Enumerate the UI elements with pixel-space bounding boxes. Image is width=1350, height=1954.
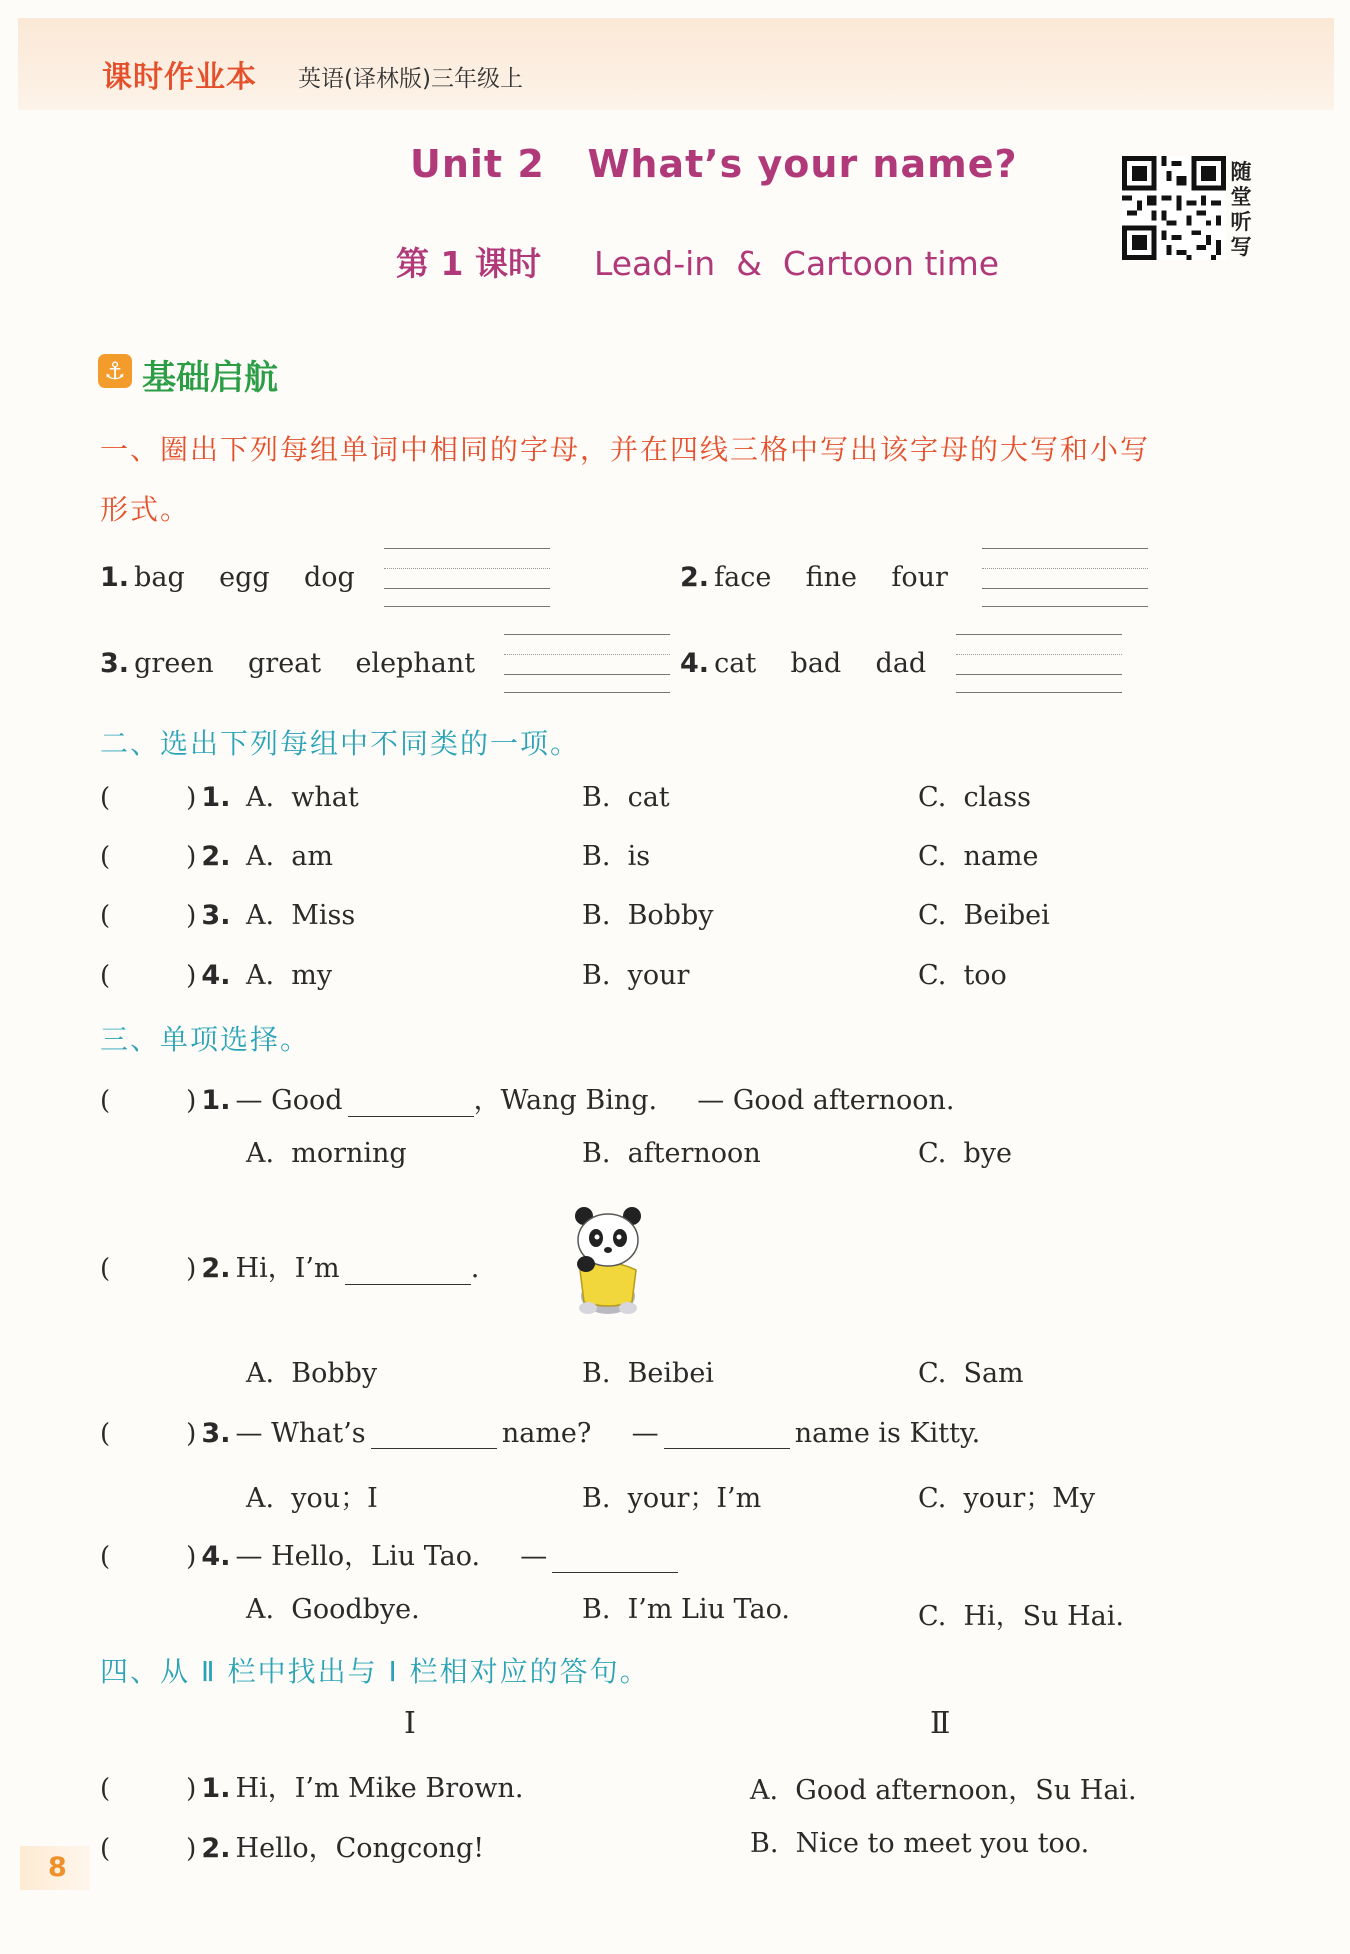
- option-b: B. Bobby: [582, 900, 714, 931]
- answer-paren-open[interactable]: (: [100, 1542, 111, 1572]
- q3-item-4: ( ) 4. — Hello，Liu Tao. —: [100, 1534, 678, 1573]
- answer-paren-close: ): [186, 1419, 197, 1449]
- option-a: A. my: [246, 960, 333, 991]
- q4-instruction: 四、从 Ⅱ 栏中找出与 Ⅰ 栏相对应的答句。: [100, 1655, 650, 1688]
- q3-item-3: ( ) 3. — What’s name? — name is Kitty.: [100, 1418, 981, 1449]
- option-c: C. name: [918, 841, 1039, 872]
- q3-instruction: 三、单项选择。: [100, 1023, 311, 1056]
- option-c: C. class: [918, 782, 1032, 813]
- option-a: A. am: [246, 841, 333, 872]
- option-b: B. I’m Liu Tao.: [582, 1594, 790, 1625]
- answer-paren-open[interactable]: (: [100, 1419, 111, 1449]
- qr-label: 随堂听写: [1230, 160, 1252, 259]
- fill-blank[interactable]: [348, 1086, 474, 1117]
- fill-blank[interactable]: [552, 1542, 678, 1573]
- unit-title: Unit 2 What’s your name?: [410, 142, 1018, 186]
- panda-illustration: [566, 1206, 650, 1318]
- answer-paren-close: ): [186, 842, 197, 872]
- option-a: A. Miss: [246, 900, 356, 931]
- four-line-grid[interactable]: [956, 634, 1122, 694]
- answer-paren-open[interactable]: (: [100, 901, 111, 931]
- four-line-grid[interactable]: [504, 634, 670, 694]
- q2-row-1: ( ) 1.: [100, 782, 231, 813]
- fill-blank[interactable]: [371, 1418, 497, 1449]
- option-a: A. morning: [246, 1138, 407, 1169]
- q1-item-4: 4. cat bad dad: [680, 648, 927, 679]
- option-a: A. Bobby: [246, 1358, 378, 1389]
- q4-row-1: ( ) 1. Hi，I’m Mike Brown.: [100, 1773, 524, 1804]
- fill-blank[interactable]: [664, 1418, 790, 1449]
- option-b: B. cat: [582, 782, 670, 813]
- lesson-number: 第 1 课时: [396, 244, 541, 283]
- answer-option-a: A. Good afternoon，Su Hai.: [750, 1775, 1137, 1806]
- option-c: C. Hi，Su Hai.: [918, 1601, 1124, 1632]
- option-b: B. is: [582, 841, 651, 872]
- answer-paren-close: ): [186, 961, 197, 991]
- anchor-icon: ⚓: [98, 354, 132, 388]
- answer-paren-open[interactable]: (: [100, 1086, 111, 1116]
- q1-instruction-line1: 一、圈出下列每组单词中相同的字母，并在四线三格中写出该字母的大写和小写: [100, 433, 1151, 466]
- four-line-grid[interactable]: [384, 548, 550, 608]
- lesson-title: [396, 238, 999, 285]
- q2-row-3: ( ) 3.: [100, 900, 231, 931]
- answer-paren-open[interactable]: (: [100, 1254, 111, 1284]
- answer-paren-close: ): [186, 1774, 197, 1804]
- option-c: C. your；My: [918, 1483, 1096, 1514]
- answer-paren-open[interactable]: (: [100, 783, 111, 813]
- lesson-name: Lead-in & Cartoon time: [593, 244, 1000, 283]
- option-c: C. bye: [918, 1138, 1012, 1169]
- answer-paren-close: ): [186, 1834, 197, 1864]
- q1-instruction-line2: 形式。: [100, 493, 191, 526]
- answer-paren-close: ): [186, 901, 197, 931]
- option-c: C. too: [918, 960, 1007, 991]
- answer-paren-close: ): [186, 783, 197, 813]
- option-b: B. afternoon: [582, 1138, 761, 1169]
- q1-item-2: 2. face fine four: [680, 562, 948, 593]
- answer-paren-open[interactable]: (: [100, 1834, 111, 1864]
- q2-row-4: ( ) 4.: [100, 960, 231, 991]
- option-b: B. your；I’m: [582, 1483, 762, 1514]
- answer-paren-open[interactable]: (: [100, 842, 111, 872]
- option-a: A. you；I: [246, 1483, 378, 1514]
- q4-row-2: ( ) 2. Hello，Congcong!: [100, 1833, 485, 1864]
- q3-item-1: ( ) 1. — Good ，Wang Bing. — Good afternoon.: [100, 1085, 955, 1116]
- answer-paren-open[interactable]: (: [100, 1774, 111, 1804]
- answer-paren-open[interactable]: (: [100, 961, 111, 991]
- q1-item-3: 3. green great elephant: [100, 648, 476, 679]
- fill-blank[interactable]: [345, 1254, 471, 1285]
- book-title: 英语(译林版)三年级上: [298, 66, 523, 92]
- option-c: C. Sam: [918, 1358, 1024, 1389]
- q2-row-2: ( ) 2.: [100, 841, 231, 872]
- option-a: A. Goodbye.: [246, 1594, 420, 1625]
- option-b: B. Beibei: [582, 1358, 714, 1389]
- option-a: A. what: [246, 782, 359, 813]
- column-1-heading: Ⅰ: [404, 1706, 416, 1741]
- answer-paren-close: ): [186, 1542, 197, 1572]
- q1-item-1: 1. bag egg dog: [100, 562, 355, 593]
- answer-option-b: B. Nice to meet you too.: [750, 1828, 1090, 1859]
- brand-title: 课时作业本: [102, 60, 257, 95]
- option-c: C. Beibei: [918, 900, 1050, 931]
- section-title: 基础启航: [142, 358, 278, 398]
- page-number: 8: [20, 1846, 90, 1890]
- column-2-heading: Ⅱ: [930, 1706, 951, 1741]
- qr-code-icon[interactable]: [1122, 156, 1226, 260]
- option-b: B. your: [582, 960, 690, 991]
- answer-paren-close: ): [186, 1086, 197, 1116]
- four-line-grid[interactable]: [982, 548, 1148, 608]
- answer-paren-close: ): [186, 1254, 197, 1284]
- q2-instruction: 二、选出下列每组中不同类的一项。: [100, 727, 581, 760]
- q3-item-2: ( ) 2. Hi，I’m .: [100, 1253, 480, 1284]
